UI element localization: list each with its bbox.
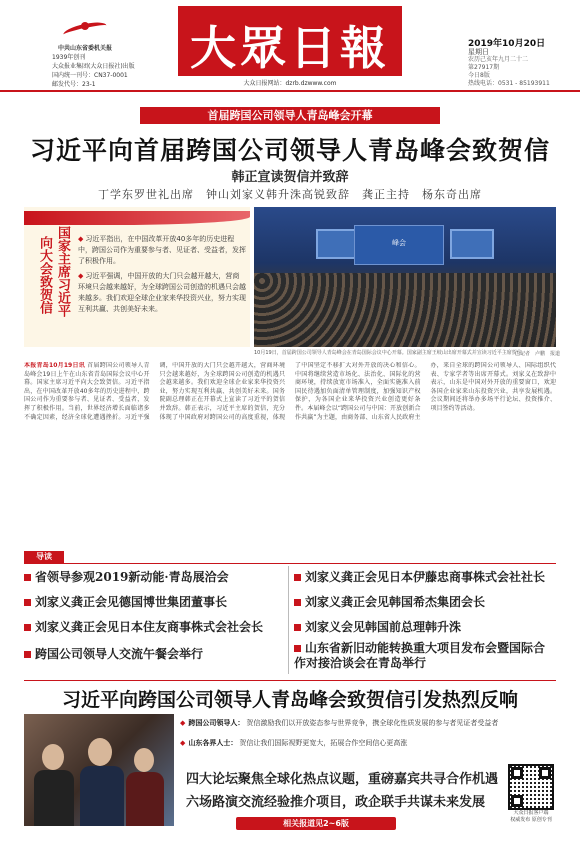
diamond-bullet-icon: ◆ xyxy=(78,272,84,280)
guide-item[interactable]: 山东省新旧动能转换重大项目发布会暨国际合作对接洽谈会在青岛举行 xyxy=(294,641,546,670)
guide-item[interactable]: 刘家义龚正会见韩国希杰集团会长 xyxy=(294,593,556,613)
reaction-line-1: ◆ 跨国公司领导人： 贺信激励我们以开放姿态参与世界竞争，携全球化性质发展的参与者见证者受益者 xyxy=(180,719,499,727)
founded-label: 1939年创刊 xyxy=(52,54,86,61)
square-bullet-icon xyxy=(294,599,301,606)
masthead-rule xyxy=(0,90,580,92)
summit-photo[interactable] xyxy=(254,207,556,347)
masthead-right-info xyxy=(468,40,568,88)
guide-divider xyxy=(288,566,289,674)
quote-box-title xyxy=(34,226,74,342)
red-swoosh-decoration xyxy=(24,211,250,225)
article-body xyxy=(24,362,556,542)
diamond-bullet-icon: ◆ xyxy=(180,719,186,727)
photo-reporter: □记者 卢鹏 报道 xyxy=(515,351,560,357)
party-organ-label: 中共山东省委机关报 xyxy=(57,45,112,52)
bottom-headline-2[interactable]: 六场路演交流经验推介项目，政企联手共谋未来发展 xyxy=(186,795,486,810)
sub-headline: 韩正宣读贺信并致辞 xyxy=(231,170,349,185)
right-screen xyxy=(450,229,494,259)
cn-number-label: 国内统一刊号：CN37-0001 xyxy=(52,72,128,79)
second-headline[interactable]: 习近平向跨国公司领导人青岛峰会致贺信引发热烈反响 xyxy=(61,689,518,711)
square-bullet-icon xyxy=(24,574,31,581)
guide-item[interactable]: 刘家义会见韩国前总理韩升洙 xyxy=(294,618,556,638)
square-bullet-icon xyxy=(24,599,31,606)
audience-crowd xyxy=(254,273,556,347)
lunar-date: 农历己亥年九月二十二 xyxy=(468,56,529,63)
newspaper-logo-icon xyxy=(59,20,111,40)
publisher-label: 大众报业集团(大众日报社)出版 xyxy=(52,63,135,70)
square-bullet-icon xyxy=(24,651,31,658)
square-bullet-icon xyxy=(294,624,301,631)
stage-backdrop xyxy=(354,225,444,265)
diamond-bullet-icon: ◆ xyxy=(78,235,84,243)
guide-label: 导读 xyxy=(24,551,64,563)
attendees-line: 丁学东罗世礼出席 钟山刘家义韩升洙高锐致辞 龚正主持 杨东奇出席 xyxy=(98,188,482,201)
photo-caption: 10月19日，首届跨国公司领导人青岛峰会在青岛国际会议中心开幕。国家副主席王岐山出席开幕式并宣读习近平主席贺信。 xyxy=(254,350,527,356)
square-bullet-icon xyxy=(294,574,301,581)
quote-text xyxy=(78,234,246,319)
newspaper-title-block xyxy=(178,6,402,76)
website-label[interactable]: 大众日报网站：dzrb.dzwww.com xyxy=(243,80,337,87)
section-banner: 首届跨国公司领导人青岛峰会开幕 xyxy=(140,107,440,124)
square-bullet-icon xyxy=(24,624,31,631)
qr-label: 大众日报客户端 权威发布 原创专刊 xyxy=(510,810,552,823)
article-text: 首届跨国公司领导人青岛峰会19日上午在山东省青岛国际会议中心开幕。国家主席习近平向大会致贺信。习近平指出，在中国改革开放40多年的历史进程中，跨国公司作为重要参与者、见证者、受益者，发挥了积极作用。当前，世界经济增长面临诸多不确定因素，经济全球化遭遇挫折。习近平强调，中国开放的大门只会越开越大，营商环境只会越来越好，为全球跨国公司创造的机遇只会越来越多。我们欢迎全球企业家来华投资兴业，努力实现互利共赢、共创美好未来。国务院副总理韩正在开幕式上宣读了习近平的贺信并致辞。韩正表示，习近平主席的贺信，充分体现了中国政府对跨国公司的高度重视，体现了中国坚定不移扩大对外开放的决心和信心。中国将继续营造市场化、法治化、国际化的营商环境，持续放宽市场准入，全面实施准入前国民待遇加负面清单管理制度，加强知识产权保护，为各国企业来华投资兴业创造更好条件。本届峰会以“跨国公司与中国：开放创新合作共赢”为主题，由商务部、山东省人民政府主办，来自全球的跨国公司领导人、国际组织代表、专家学者等出席开幕式。刘家义在致辞中表示，山东是中国对外开放的重要窗口，欢迎各国企业家来山东投资兴业，共享发展机遇。会议期间还将举办多场平行论坛、投资推介、项目签约等活动。 xyxy=(24,362,556,421)
guide-item[interactable]: 刘家义龚正会见日本住友商事株式会社会长 xyxy=(24,618,284,638)
hotline: 热线电话：0531 - 85193911 xyxy=(468,80,550,87)
guide-item[interactable]: 省领导参观2019新动能·青岛展洽会 xyxy=(24,568,284,588)
quote-title-col2: 向大会致贺信 xyxy=(37,236,52,314)
page-count: 今日8版 xyxy=(468,72,490,79)
related-reports-button[interactable]: 相关报道见2~6版 xyxy=(236,817,396,830)
issue-number: 第27917期 xyxy=(468,64,500,71)
quote-paragraph-1: 习近平指出，在中国改革开放40多年的历史进程中，跨国公司作为重要参与者、见证者、受益者，发挥了积极作用。 xyxy=(78,235,246,265)
postal-code-label: 邮发代号：23-1 xyxy=(52,81,96,88)
masthead-left-info xyxy=(30,20,140,89)
issue-date: 2019年10月20日 xyxy=(468,39,546,49)
reaction-line-2: ◆ 山东各界人士： 贺信让我们国际视野更宽大，拓展合作空间信心更高涨 xyxy=(180,739,408,747)
square-bullet-icon xyxy=(294,645,301,652)
guide-rule xyxy=(24,563,556,564)
quote-paragraph-2: 习近平强调，中国开放的大门只会越开越大，营商环境只会越来越好，为全球跨国公司创造的机遇只会越来越多。我们欢迎全球企业家来华投资兴业，努力实现互利共赢、共创美好未来。 xyxy=(78,272,246,313)
qr-code-icon[interactable] xyxy=(508,764,554,810)
section-rule xyxy=(24,680,556,681)
guide-item[interactable]: 刘家义龚正会见德国博世集团董事长 xyxy=(24,593,284,613)
guide-item[interactable]: 刘家义龚正会见日本伊藤忠商事株式会社社长 xyxy=(294,568,556,588)
diamond-bullet-icon: ◆ xyxy=(180,739,186,747)
weekday: 星期日 xyxy=(468,48,489,56)
bottom-headline-1[interactable]: 四大论坛聚焦全球化热点议题，重磅嘉宾共寻合作机遇 xyxy=(186,772,499,787)
quote-title-col1: 国家主席习近平 xyxy=(55,226,70,317)
stage-text: 峰会 xyxy=(392,239,406,247)
newspaper-title: 大眾日報 xyxy=(190,21,390,75)
guide-item[interactable]: 跨国公司领导人交流午餐会举行 xyxy=(24,645,284,665)
article-dateline: 本报青岛10月19日讯 xyxy=(24,362,86,369)
main-headline[interactable]: 习近平向首届跨国公司领导人青岛峰会致贺信 xyxy=(29,136,550,165)
reaction-photo[interactable] xyxy=(24,714,174,826)
